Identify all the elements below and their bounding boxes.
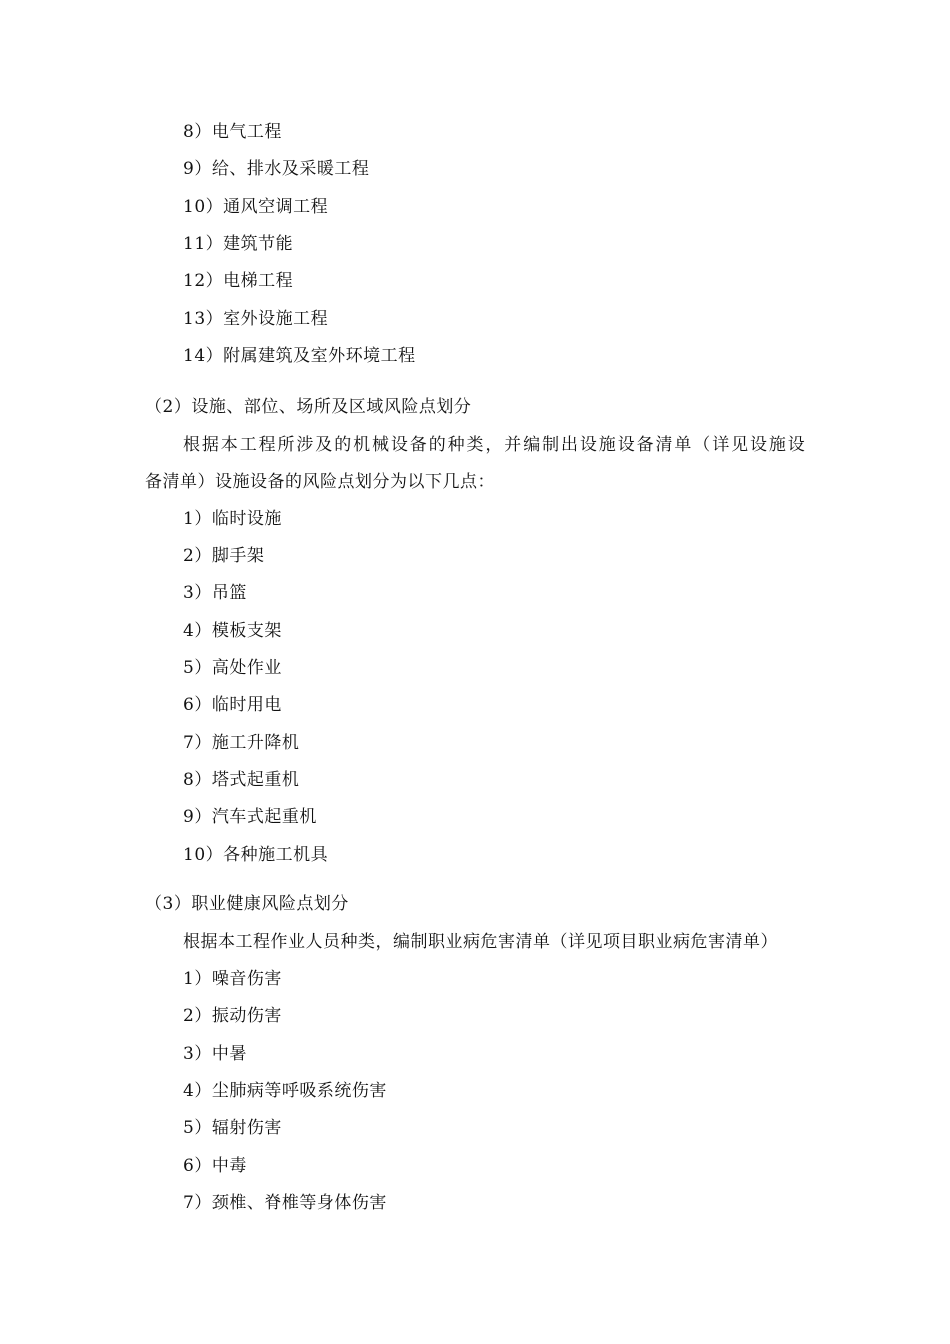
list-item: 3）中暑 <box>183 1044 247 1064</box>
list-item: 5）辐射伤害 <box>183 1118 282 1138</box>
paragraph-line: 根据本工程作业人员种类，编制职业病危害清单（详见项目职业病危害清单） <box>183 932 778 952</box>
paragraph-line: 备清单）设施设备的风险点划分为以下几点： <box>145 472 495 492</box>
paragraph-line: 根据本工程所涉及的机械设备的种类，并编制出设施设备清单（详见设施设 <box>183 435 807 455</box>
list-item: 13）室外设施工程 <box>183 309 329 329</box>
list-item: 14）附属建筑及室外环境工程 <box>183 346 416 366</box>
list-item: 11）建筑节能 <box>183 234 294 254</box>
section-heading: （2）设施、部位、场所及区域风险点划分 <box>145 397 472 417</box>
list-item: 8）塔式起重机 <box>183 770 300 790</box>
list-item: 1）噪音伤害 <box>183 969 282 989</box>
list-item: 10）各种施工机具 <box>183 845 329 865</box>
list-item: 7）施工升降机 <box>183 733 300 753</box>
list-item: 10）通风空调工程 <box>183 197 329 217</box>
list-item: 9）汽车式起重机 <box>183 807 317 827</box>
list-item: 2）振动伤害 <box>183 1006 282 1026</box>
list-item: 8）电气工程 <box>183 122 282 142</box>
list-item: 6）临时用电 <box>183 695 282 715</box>
list-item: 4）尘肺病等呼吸系统伤害 <box>183 1081 387 1101</box>
list-item: 6）中毒 <box>183 1156 247 1176</box>
list-item: 4）模板支架 <box>183 621 282 641</box>
list-item: 12）电梯工程 <box>183 271 294 291</box>
list-item: 9）给、排水及采暖工程 <box>183 159 370 179</box>
list-item: 3）吊篮 <box>183 583 247 603</box>
section-heading: （3）职业健康风险点划分 <box>145 894 349 914</box>
list-item: 7）颈椎、脊椎等身体伤害 <box>183 1193 387 1213</box>
list-item: 2）脚手架 <box>183 546 265 566</box>
list-item: 5）高处作业 <box>183 658 282 678</box>
list-item: 1）临时设施 <box>183 509 282 529</box>
